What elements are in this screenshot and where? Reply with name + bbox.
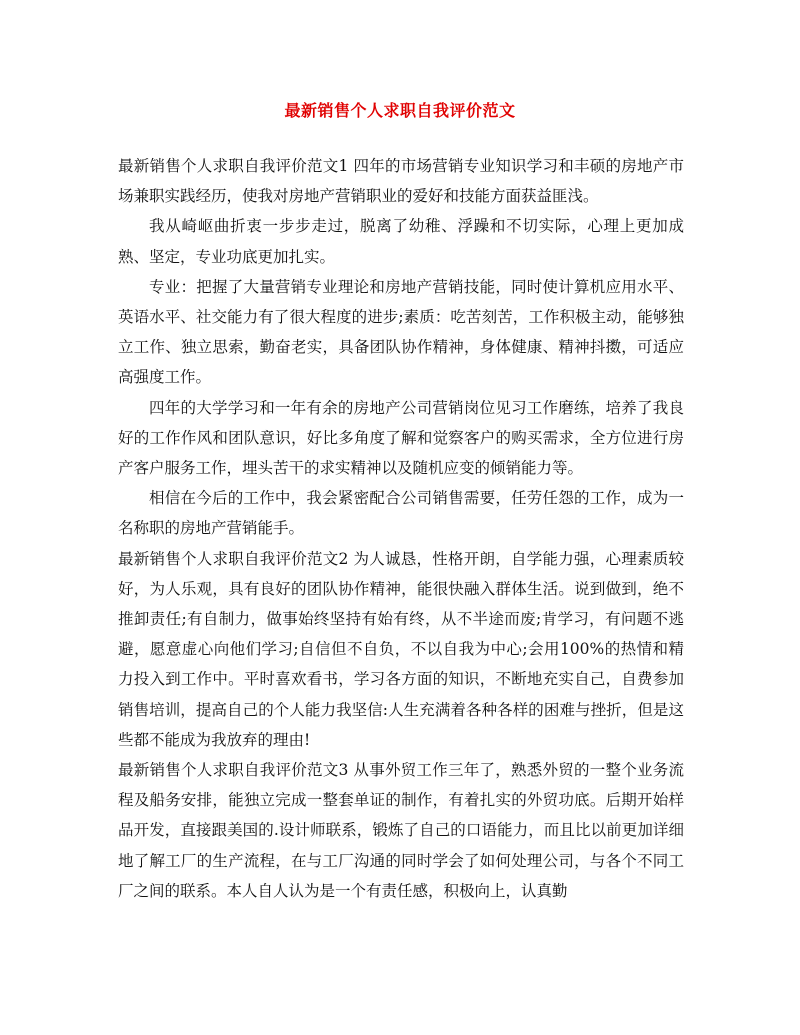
section-3-intro — [118, 755, 684, 906]
section-2-intro — [118, 544, 684, 755]
document-title-text: 最新销售个人求职自我评价范文 — [284, 101, 516, 120]
section-1-paragraph-3: 四年的大学学习和一年有余的房地产公司营销岗位见习工作磨练，培养了我良好的工作作风和团队意识，好比多角度了解和觉察客户的购买需求，全方位进行房产客户服务工作，埋头苦干的求实精神以及随机应变的倾销能力等。 — [118, 398, 684, 478]
section-3-first-text: 从事外贸工作三年了，熟悉外贸的一整个业务流程及船务安排，能独立完成一整套单证的制作，有着扎实的外贸功底。后期开始样品开发，直接跟美国的.设计师联系，锻炼了自己的口语能力，而且比以前更加详细地了解工厂的生产流程，在与工厂沟通的同时学会了如何处理公司，与各个不同工厂之间的联系。本人自人认为是一个有责任感，积极向上，认真勤 — [118, 761, 684, 900]
section-1-first-text: 四年的市场营销专业知识学习和丰硕的房地产市场兼职实践经历，使我对房地产营销职业的爱好和技能方面获益匪浅。 — [118, 157, 684, 206]
document-body — [118, 151, 684, 906]
section-1-paragraph-1: 我从崎岖曲折衷一步步走过，脱离了幼稚、浮躁和不切实际，心理上更加成熟、坚定，专业功底更加扎实。 — [118, 217, 684, 266]
section-1-paragraph-4: 相信在今后的工作中，我会紧密配合公司销售需要，任劳任怨的工作，成为一名称职的房地产营销能手。 — [118, 489, 684, 538]
section-2-heading: 最新销售个人求职自我评价范文2 — [118, 549, 349, 568]
section-3-heading: 最新销售个人求职自我评价范文3 — [118, 761, 349, 780]
document-title — [0, 100, 800, 122]
section-2-first-text: 为人诚恳，性格开朗，自学能力强，心理素质较好，为人乐观，具有良好的团队协作精神，能很快融入群体生活。说到做到，绝不推卸责任;有自制力，做事始终坚持有始有终，从不半途而废;肯学习，有问题不逃避，愿意虚心向他们学习;自信但不自负，不以自我为中心;会用100%的热情和精力投入到工作中。平时喜欢看书，学习各方面的知识，不断地充实自己，自费参加销售培训，提高自己的个人能力我坚信:人生充满着各种各样的困难与挫折，但是这些都不能成为我放弃的理由! — [118, 549, 684, 749]
section-1-heading: 最新销售个人求职自我评价范文1 — [118, 157, 349, 175]
section-1-intro — [118, 151, 684, 211]
section-1-paragraph-2: 专业：把握了大量营销专业理论和房地产营销技能，同时使计算机应用水平、英语水平、社交能力有了很大程度的进步;素质：吃苦刻苦，工作积极主动，能够独立工作、独立思索，勤奋老实，具备团队协作精神，身体健康、精神抖擞，可适应高强度工作。 — [118, 277, 684, 387]
